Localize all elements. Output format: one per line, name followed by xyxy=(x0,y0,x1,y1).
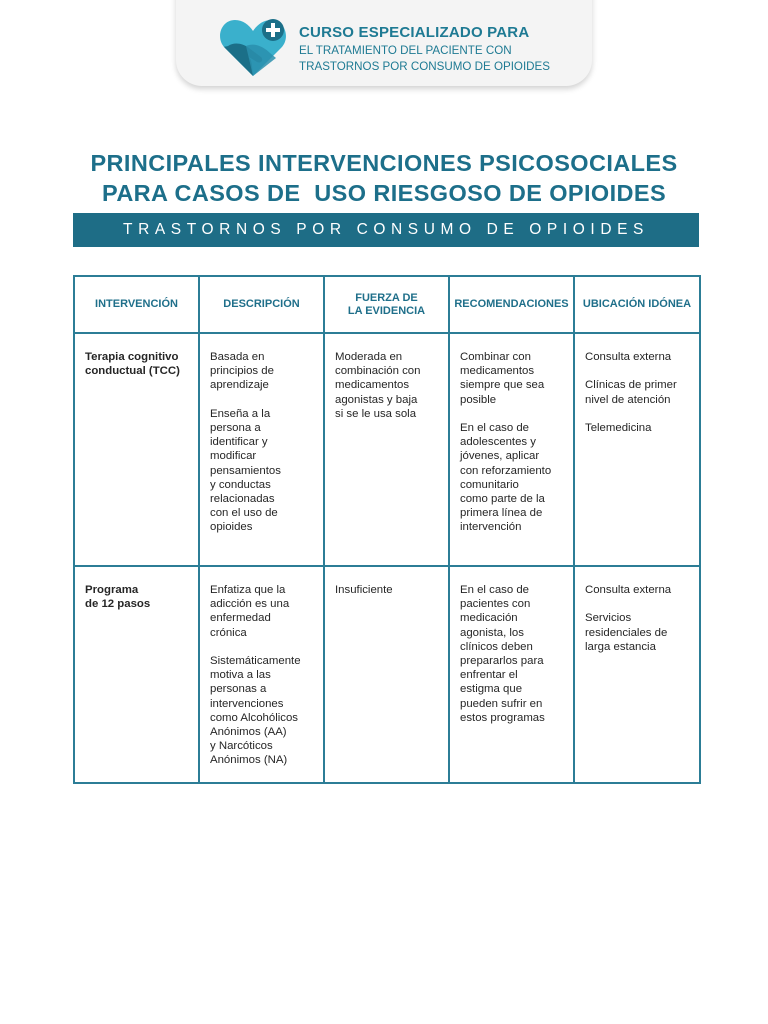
cell-text-line: Insuficiente xyxy=(335,584,393,596)
cell-text-line: relacionadas xyxy=(210,493,275,506)
cell-text-line: si se le usa sola xyxy=(335,407,417,420)
header-label-line: INTERVENCIÓN xyxy=(95,298,178,310)
cell-text-line: Sistemáticamente xyxy=(210,655,301,667)
cell-intervencion xyxy=(74,333,199,566)
cell-text-line: En el caso de xyxy=(460,584,530,596)
cell-text-line: agonistas y baja xyxy=(335,393,418,406)
cell-recomendaciones xyxy=(449,333,574,566)
cell-fuerza-evidencia xyxy=(324,333,449,566)
cell-text-line: intervención xyxy=(460,521,522,534)
cell-text-line: clínicos deben xyxy=(460,640,533,653)
table-row xyxy=(74,333,700,566)
paragraph-gap xyxy=(585,364,693,378)
cell-text-line: persona a xyxy=(210,422,261,434)
cell-text-line: aprendizaje xyxy=(210,379,269,392)
cell-text-line: pacientes con xyxy=(460,598,531,611)
cell-text-line: estigma que xyxy=(460,683,523,696)
cell-text-line: En el caso de xyxy=(460,422,530,434)
cell-text-line: Terapia cognitivo xyxy=(85,351,179,363)
cell-text-line: intervenciones xyxy=(210,697,284,710)
header-label-line: FUERZA DE xyxy=(355,291,418,304)
heart-hands-plus-icon xyxy=(218,16,288,78)
cell-text-line: Basada en xyxy=(210,351,265,363)
cell-text-line: medicación xyxy=(460,612,518,625)
cell-text-line: combinación con xyxy=(335,365,421,378)
cell-text-line: principios de xyxy=(210,365,274,378)
cell-text-line: Moderada en xyxy=(335,351,403,363)
header-ubicacion-idonea xyxy=(574,276,700,333)
cell-text-line: medicamentos xyxy=(335,379,410,392)
cell-text-line: con reforzamiento xyxy=(460,464,552,477)
cell-text-line: adolescentes y xyxy=(460,436,536,449)
cell-text-line: como Alcohólicos xyxy=(210,711,299,724)
cell-text-line: pensamientos xyxy=(210,464,281,477)
cell-text-line: Clínicas de primer xyxy=(585,379,677,392)
cell-text-line: enfermedad xyxy=(210,612,271,625)
cell-text-line: larga estancia xyxy=(585,640,656,653)
header-recomendaciones xyxy=(449,276,574,333)
cell-text-line: Servicios xyxy=(585,612,632,625)
cell-text-line: primera línea de xyxy=(460,507,543,520)
cell-ubicacion xyxy=(574,566,700,783)
header-label-line: LA EVIDENCIA xyxy=(347,304,426,317)
cell-text-line: Consulta externa xyxy=(585,351,672,363)
course-subtitle-line2: TRASTORNOS POR CONSUMO DE OPIOIDES xyxy=(299,60,551,73)
cell-text-line: agonista, los xyxy=(460,626,524,639)
cell-text-line: nivel de atención xyxy=(585,393,671,406)
course-subtitle-line1: EL TRATAMIENTO DEL PACIENTE CON xyxy=(299,44,512,57)
interventions-table xyxy=(73,275,701,784)
page-title-line1: PRINCIPALES INTERVENCIONES PSICOSOCIALES xyxy=(90,150,678,176)
page-title-line2: PARA CASOS DE USO RIESGOSO DE OPIOIDES xyxy=(101,180,667,206)
cell-text-line: modificar xyxy=(210,450,257,463)
cell-text-line: opioides xyxy=(210,521,253,534)
cell-text-line: y conductas xyxy=(210,478,271,491)
header-fuerza-evidencia xyxy=(324,276,449,333)
cell-text-line: posible xyxy=(460,393,497,406)
cell-text-line: Combinar con xyxy=(460,351,531,363)
paragraph-gap xyxy=(210,393,317,407)
cell-recomendaciones xyxy=(449,566,574,783)
header-intervencion xyxy=(74,276,199,333)
header-descripcion xyxy=(199,276,324,333)
cell-text-line: Consulta externa xyxy=(585,584,672,596)
header-label-line: DESCRIPCIÓN xyxy=(223,298,300,310)
cell-text-line: comunitario xyxy=(460,478,519,491)
cell-text-line: siempre que sea xyxy=(460,379,545,392)
header-label-line: UBICACIÓN IDÓNEA xyxy=(582,298,692,310)
cell-text-line: Programa xyxy=(85,584,139,596)
cell-descripcion xyxy=(199,566,324,783)
cell-text-line: conductual (TCC) xyxy=(85,365,180,378)
cell-text-line: y Narcóticos xyxy=(210,740,273,753)
cell-text-line: Telemedicina xyxy=(585,421,652,434)
paragraph-gap xyxy=(210,640,317,654)
cell-text-line: identificar y xyxy=(210,436,268,449)
course-title: CURSO ESPECIALIZADO PARA xyxy=(299,24,530,41)
cell-intervencion xyxy=(74,566,199,783)
cell-text-line: motiva a las xyxy=(210,669,271,682)
cell-text-line: Anónimos (NA) xyxy=(210,754,288,767)
cell-text-line: enfrentar el xyxy=(460,669,518,682)
course-header xyxy=(299,24,550,75)
page-title xyxy=(0,148,768,208)
cell-text-line: de 12 pasos xyxy=(85,598,151,611)
cell-text-line: crónica xyxy=(210,626,247,639)
table-row xyxy=(74,566,700,783)
paragraph-gap xyxy=(460,407,567,421)
header-label-line: RECOMENDACIONES xyxy=(454,298,569,310)
cell-descripcion xyxy=(199,333,324,566)
cell-text-line: jóvenes, aplicar xyxy=(460,450,540,463)
cell-text-line: Anónimos (AA) xyxy=(210,726,287,739)
cell-ubicacion xyxy=(574,333,700,566)
cell-fuerza-evidencia xyxy=(324,566,449,783)
cell-text-line: estos programas xyxy=(460,711,545,724)
cell-text-line: adicción es una xyxy=(210,598,290,611)
cell-text-line: prepararlos para xyxy=(460,655,544,668)
table-header-row xyxy=(74,276,700,333)
cell-text-line: con el uso de xyxy=(210,507,278,520)
section-banner: TRASTORNOS POR CONSUMO DE OPIOIDES xyxy=(73,213,699,247)
cell-text-line: Enseña a la xyxy=(210,407,271,420)
cell-text-line: medicamentos xyxy=(460,365,535,378)
cell-text-line: como parte de la xyxy=(460,493,545,506)
paragraph-gap xyxy=(585,597,693,611)
cell-text-line: residenciales de xyxy=(585,626,668,639)
cell-text-line: personas a xyxy=(210,683,267,696)
cell-text-line: pueden sufrir en xyxy=(460,697,543,710)
cell-text-line: Enfatiza que la xyxy=(210,584,286,596)
paragraph-gap xyxy=(585,407,693,421)
